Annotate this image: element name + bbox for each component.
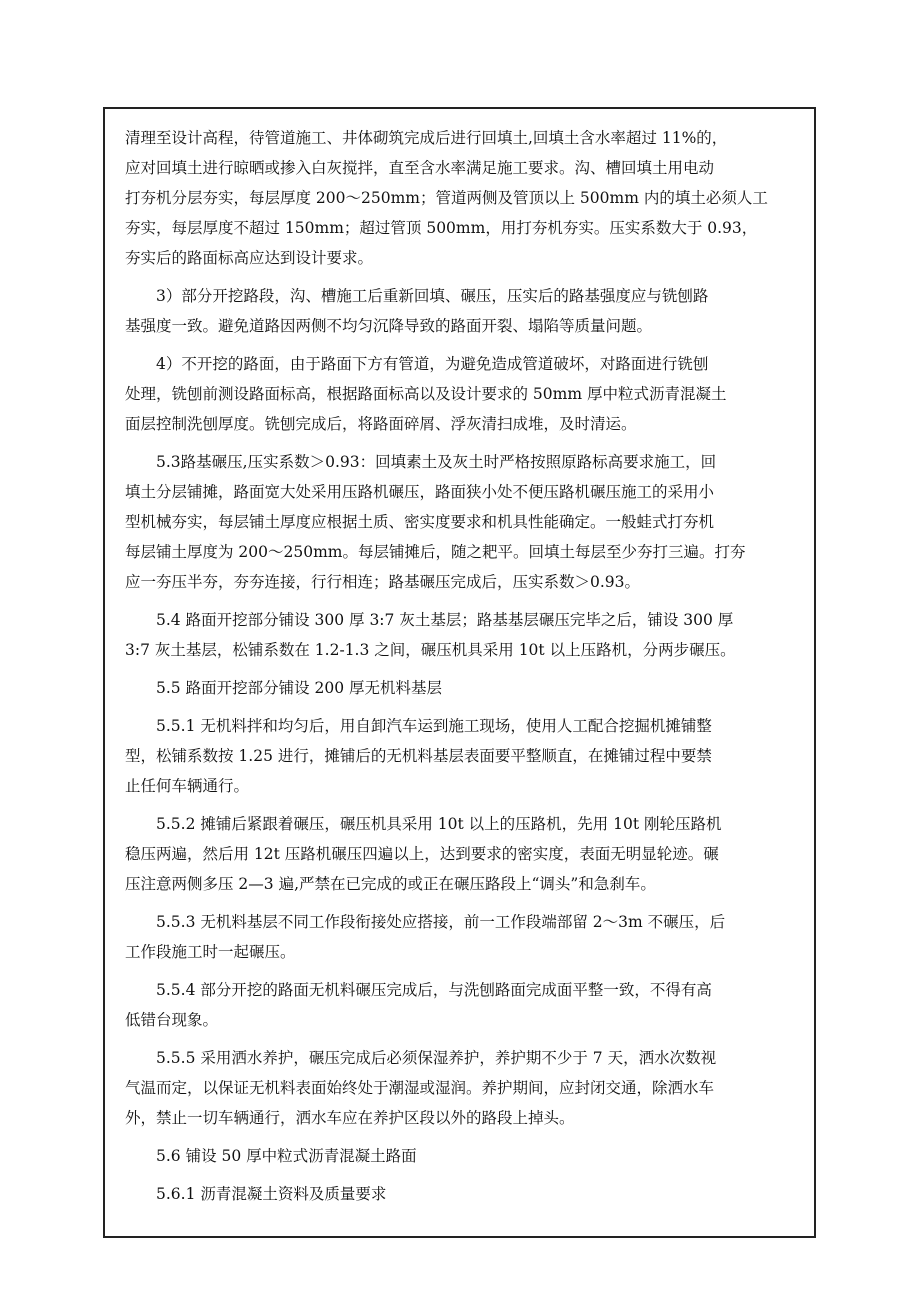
text-line: 打夯机分层夯实，每层厚度 200～250mm；管道两侧及管顶以上 500mm 内的填土必须人工 xyxy=(125,189,768,207)
paragraph xyxy=(125,281,797,341)
text-line: 5.6 铺设 50 厚中粒式沥青混凝土路面 xyxy=(156,1147,417,1165)
text-line: 5.5 路面开挖部分铺设 200 厚无机料基层 xyxy=(156,679,443,697)
text-line: 应一夯压半夯，夯夯连接，行行相连；路基碾压完成后，压实系数＞0.93。 xyxy=(125,573,641,591)
text-line: 夯实，每层厚度不超过 150mm；超过管顶 500mm，用打夯机夯实。压实系数大于 0.93， xyxy=(125,219,758,237)
text-line: 5.6.1 沥青混凝土资料及质量要求 xyxy=(156,1185,387,1203)
text-line: 5.5.2 摊铺后紧跟着碾压，碾压机具采用 10t 以上的压路机，先用 10t 刚轮压路机 xyxy=(156,815,722,833)
paragraph xyxy=(125,123,797,273)
document-body xyxy=(125,123,797,1217)
paragraph xyxy=(125,1179,797,1209)
paragraph xyxy=(125,1043,797,1133)
text-line: 处理，铣刨前测设路面标高，根据路面标高以及设计要求的 50mm 厚中粒式沥青混凝土 xyxy=(125,385,727,403)
paragraph xyxy=(125,975,797,1035)
paragraph xyxy=(125,673,797,703)
text-line: 气温而定，以保证无机料表面始终处于潮湿或湿润。养护期间，应封闭交通，除洒水车 xyxy=(125,1079,715,1097)
text-line: 低错台现象。 xyxy=(125,1011,219,1029)
text-line: 3）部分开挖路段，沟、槽施工后重新回填、碾压，压实后的路基强度应与铣刨路 xyxy=(156,287,709,305)
text-line: 应对回填土进行晾晒或掺入白灰搅拌，直至含水率满足施工要求。沟、槽回填土用电动 xyxy=(125,159,715,177)
paragraph xyxy=(125,349,797,439)
text-line: 5.3路基碾压,压实系数＞0.93：回填素土及灰土时严格按照原路标高要求施工，回 xyxy=(156,453,717,471)
text-line: 基强度一致。避免道路因两侧不均匀沉降导致的路面开裂、塌陷等质量问题。 xyxy=(125,317,653,335)
paragraph xyxy=(125,447,797,597)
text-line: 清理至设计高程，待管道施工、井体砌筑完成后进行回填土,回填土含水率超过 11%的， xyxy=(125,129,728,147)
paragraph xyxy=(125,907,797,967)
paragraph xyxy=(125,711,797,801)
document-frame xyxy=(103,107,816,1238)
text-line: 3:7 灰土基层，松铺系数在 1.2-1.3 之间，碾压机具采用 10t 以上压路机，分两步碾压。 xyxy=(125,641,736,659)
text-line: 压注意两侧多压 2—3 遍,严禁在已完成的或正在碾压路段上“调头”和急刹车。 xyxy=(125,875,656,893)
text-line: 填土分层铺摊，路面宽大处采用压路机碾压，路面狭小处不便压路机碾压施工的采用小 xyxy=(125,483,715,501)
text-line: 夯实后的路面标高应达到设计要求。 xyxy=(125,249,374,267)
text-line: 5.5.5 采用洒水养护，碾压完成后必须保湿养护，养护期不少于 7 天，洒水次数视 xyxy=(156,1049,717,1067)
text-line: 5.5.3 无机料基层不同工作段衔接处应搭接，前一工作段端部留 2～3m 不碾压，后 xyxy=(156,913,726,931)
paragraph xyxy=(125,605,797,665)
text-line: 面层控制洗刨厚度。铣刨完成后，将路面碎屑、浮灰清扫成堆，及时清运。 xyxy=(125,415,637,433)
text-line: 稳压两遍，然后用 12t 压路机碾压四遍以上，达到要求的密实度，表面无明显轮迹。碾 xyxy=(125,845,719,863)
text-line: 型，松铺系数按 1.25 进行，摊铺后的无机料基层表面要平整顺直，在摊铺过程中要禁 xyxy=(125,747,712,765)
text-line: 外，禁止一切车辆通行，洒水车应在养护区段以外的路段上掉头。 xyxy=(125,1109,575,1127)
text-line: 止任何车辆通行。 xyxy=(125,777,250,795)
text-line: 5.4 路面开挖部分铺设 300 厚 3:7 灰土基层；路基基层碾压完毕之后，铺设 300 厚 xyxy=(156,611,734,629)
text-line: 每层铺土厚度为 200～250mm。每层铺摊后，随之耙平。回填土每层至少夯打三遍。打夯 xyxy=(125,543,746,561)
paragraph xyxy=(125,809,797,899)
text-line: 5.5.4 部分开挖的路面无机料碾压完成后，与洗刨路面完成面平整一致，不得有高 xyxy=(156,981,712,999)
text-line: 型机械夯实，每层铺土厚度应根据土质、密实度要求和机具性能确定。一般蛙式打夯机 xyxy=(125,513,715,531)
text-line: 5.5.1 无机料拌和均匀后，用自卸汽车运到施工现场，使用人工配合挖掘机摊铺整 xyxy=(156,717,712,735)
text-line: 工作段施工时一起碾压。 xyxy=(125,943,296,961)
paragraph xyxy=(125,1141,797,1171)
text-line: 4）不开挖的路面，由于路面下方有管道，为避免造成管道破坏，对路面进行铣刨 xyxy=(156,355,709,373)
